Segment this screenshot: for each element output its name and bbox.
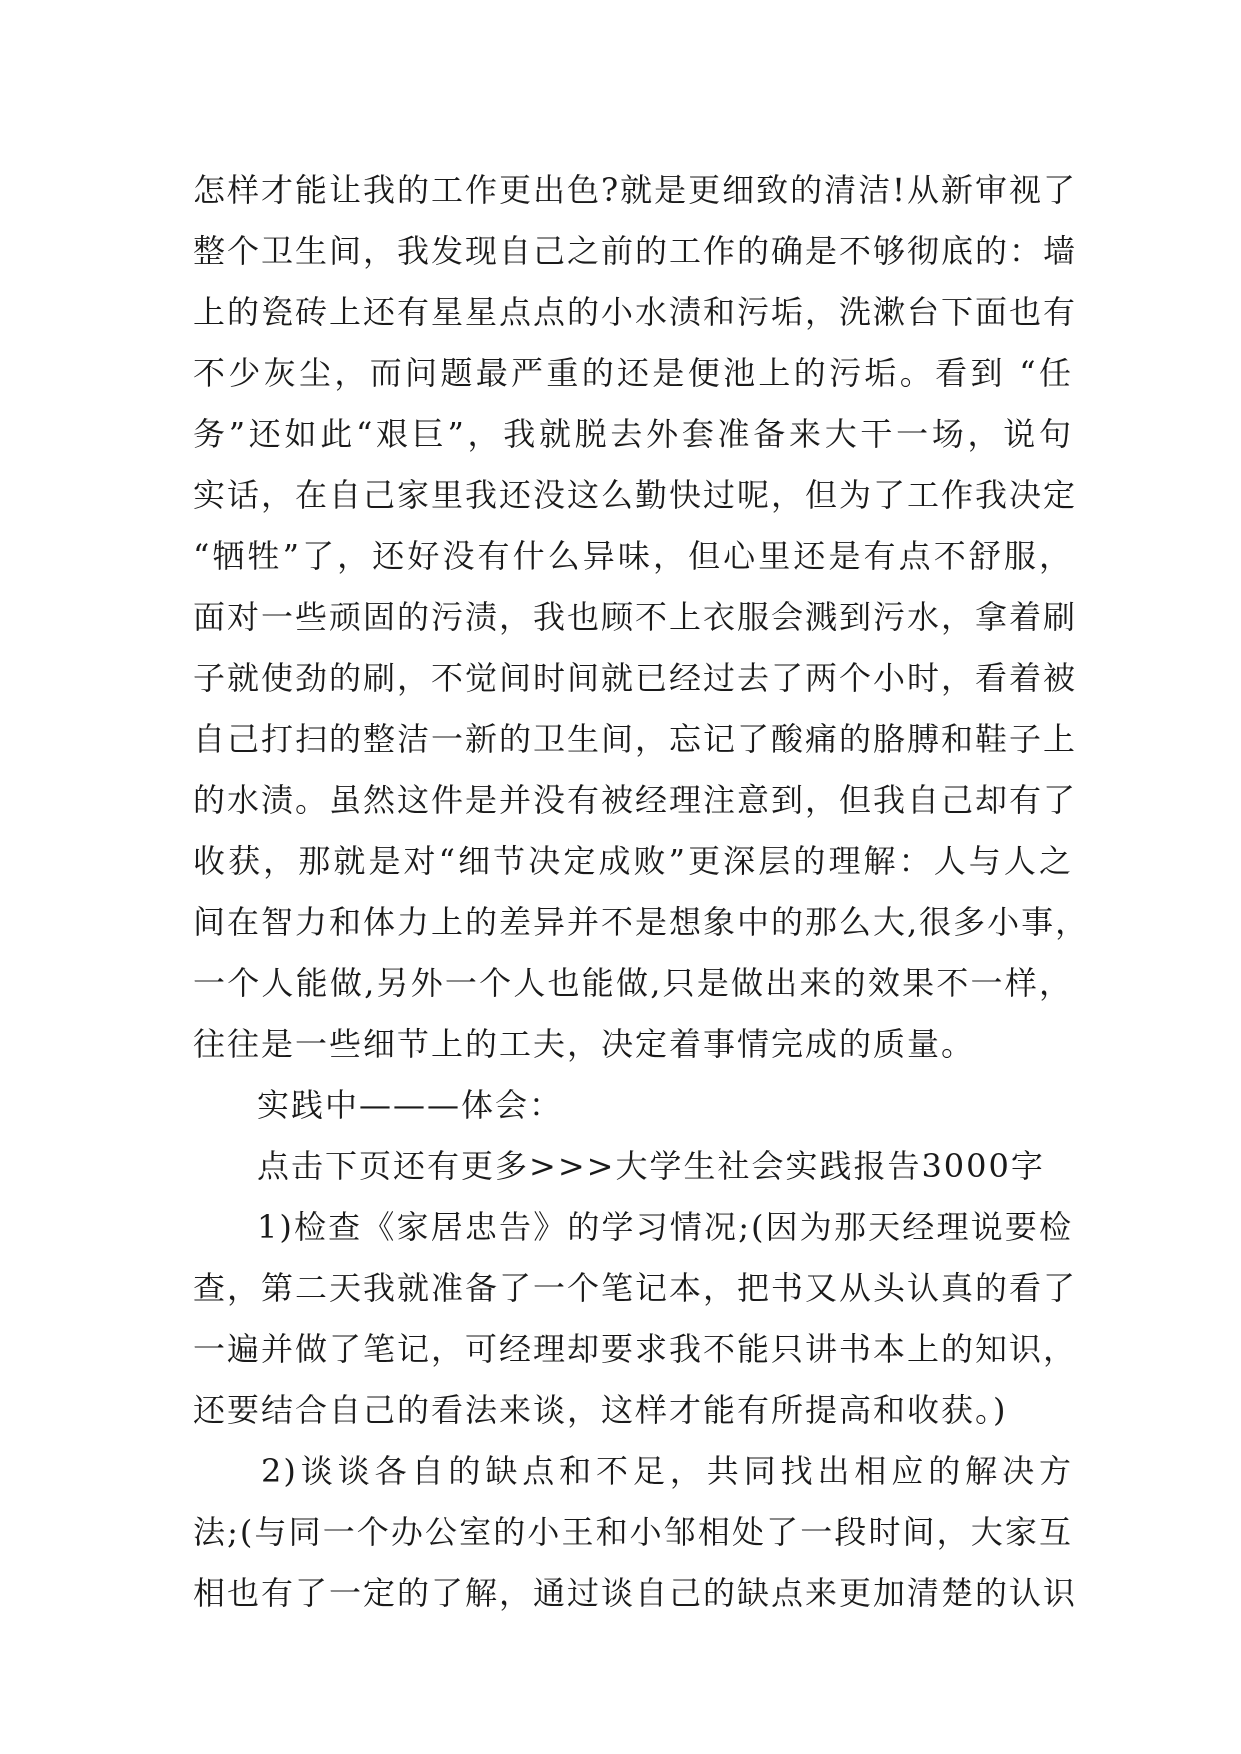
text-line: 务”还如此“艰巨”，我就脱去外套准备来大干一场，说句: [193, 415, 1073, 453]
text-line: 子就使劲的刷，不觉间时间就已经过去了两个小时，看着被: [193, 659, 1078, 697]
text-line: 间在智力和体力上的差异并不是想象中的那么大,很多小事，: [193, 903, 1090, 941]
text-line: 面对一些顽固的污渍，我也顾不上衣服会溅到污水，拿着刷: [193, 598, 1078, 636]
paragraph-more-link: [193, 1136, 1073, 1197]
text-line: 相也有了一定的了解，通过谈自己的缺点来更加清楚的认识: [193, 1574, 1078, 1612]
text-line: 往往是一些细节上的工夫，决定着事情完成的质量。: [193, 1025, 976, 1063]
text-line: 2)谈谈各自的缺点和不足，共同找出相应的解决方: [261, 1452, 1073, 1490]
text-line: 的水渍。虽然这件是并没有被经理注意到，但我自己却有了: [193, 781, 1078, 819]
text-line: 一个人能做,另外一个人也能做,只是做出来的效果不一样，: [193, 964, 1073, 1002]
more-pages-link[interactable]: 点击下页还有更多>>>大学生社会实践报告3000字: [257, 1147, 1045, 1185]
text-line: 一遍并做了笔记，可经理却要求我不能只讲书本上的知识，: [193, 1330, 1078, 1368]
text-line: 整个卫生间，我发现自己之前的工作的确是不够彻底的：墙: [193, 232, 1078, 270]
section-heading: 实践中———体会：: [257, 1086, 564, 1124]
text-line: 收获，那就是对“细节决定成败”更深层的理解：人与人之: [193, 842, 1073, 880]
text-line: 查，第二天我就准备了一个笔记本，把书又从头认真的看了: [193, 1269, 1078, 1307]
paragraph-cleaning-story: [193, 160, 1090, 1075]
text-line: 上的瓷砖上还有星星点点的小水渍和污垢，洗漱台下面也有: [193, 293, 1078, 331]
text-line: 怎样才能让我的工作更出色?就是更细致的清洁!从新审视了: [193, 171, 1078, 209]
text-line: “牺牲”了，还好没有什么异味，但心里还是有点不舒服，: [193, 537, 1073, 575]
text-line: 1)检查《家居忠告》的学习情况;(因为那天经理说要检: [257, 1208, 1073, 1246]
paragraph-item-1: [193, 1197, 1078, 1441]
text-line: 还要结合自己的看法来谈，这样才能有所提高和收获。): [193, 1391, 1008, 1429]
text-line: 法;(与同一个办公室的小王和小邹相处了一段时间，大家互: [193, 1513, 1073, 1551]
text-line: 自己打扫的整洁一新的卫生间，忘记了酸痛的胳膊和鞋子上: [193, 720, 1078, 758]
text-line: 不少灰尘，而问题最严重的还是便池上的污垢。看到 “任: [193, 354, 1073, 392]
text-line: 实话，在自己家里我还没这么勤快过呢，但为了工作我决定: [193, 476, 1078, 514]
document-body: [193, 160, 1090, 1624]
paragraph-item-2: [193, 1441, 1078, 1624]
paragraph-section-heading: [193, 1075, 1073, 1136]
